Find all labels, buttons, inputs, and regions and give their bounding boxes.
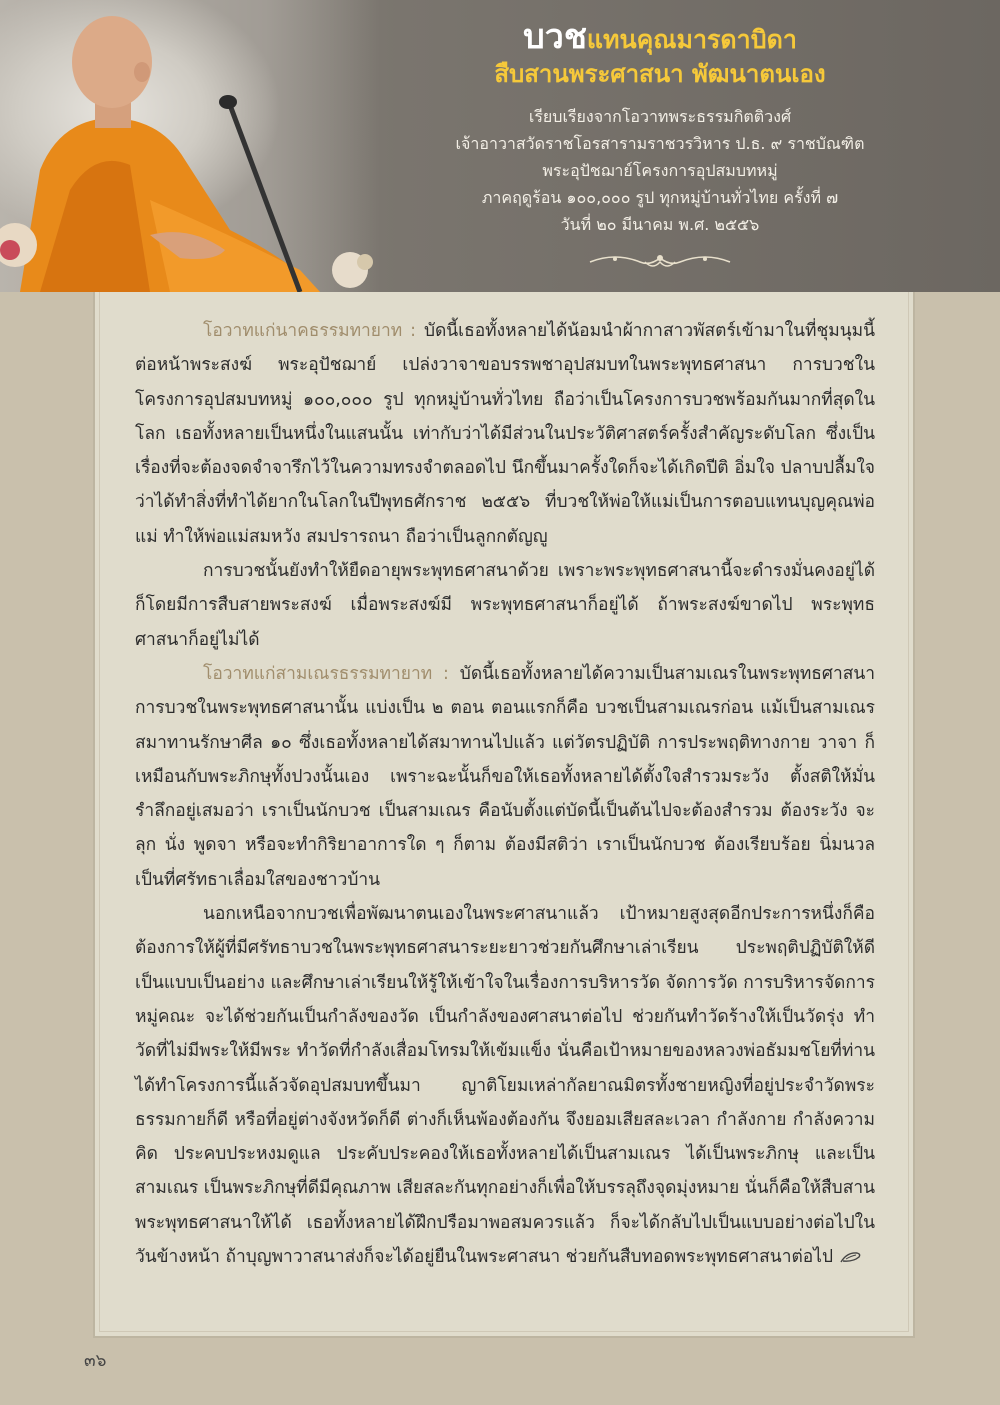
monk-illustration	[0, 0, 380, 292]
meta-line: เจ้าอาวาสวัดราชโอรสารามราชวรวิหาร ป.ธ. ๙ ราชบัณฑิต	[455, 134, 865, 153]
paragraph-4	[135, 897, 875, 1274]
meta-line: ภาคฤดูร้อน ๑๐๐,๐๐๐ รูป ทุกหมู่บ้านทั่วไทย ครั้งที่ ๗	[481, 188, 839, 207]
article-panel	[93, 292, 915, 1338]
meta-line: เรียบเรียงจากโอวาทพระธรรมกิตติวงศ์	[528, 107, 792, 126]
page-number: ๓๖	[84, 1351, 107, 1371]
paragraph-1-bold: บัดนี้เธอทั้งหลายได้น้อมนำผ้ากาสาวพัสตร์เข้ามา	[416, 321, 785, 341]
title-rest: แทนคุณมารดาบิดา	[586, 25, 797, 54]
article-title-line2: สืบสานพระศาสนา พัฒนาตนเอง	[494, 59, 826, 88]
header-photo-monk	[0, 0, 380, 292]
paragraph-1-text: ในที่ชุมนุมนี้ ต่อหน้าพระสงฆ์ พระอุปัชฌาย์ เปล่งวาจาขอบรรพชาอุปสมบทในพระพุทธศาสนา การบวชในโครงการอุปสมบทหมู่ ๑๐๐,๐๐๐ รูป ทุกหมู่บ้านทั่วไทย ถือว่าเป็นโครงการบวชพร้อมกันมากที่สุดในโลก เธอทั้งหลายเป็นหนึ่งในแสนนั้น เท่ากับว่าได้มีส่วนในประวัติศาสตร์ครั้งสำคัญระดับโลก ซึ่งเป็นเรื่องที่จะต้องจดจำจารึกไว้ในความทรงจำตลอดไป นึกขึ้นมาครั้งใดก็จะได้เกิดปีติ อิ่มใจ ปลาบปลื้มใจ ว่าได้ทำสิ่งที่ทำได้ยากในโลกในปีพุทธศักราช ๒๕๕๖ ที่บวชให้พ่อให้แม่เป็นการตอบแทนบุญคุณพ่อแม่ ทำให้พ่อแม่สมหวัง สมปรารถนา ถือว่าเป็นลูกกตัญญู	[135, 321, 875, 547]
paragraph-2: การบวชนั้นยังทำให้ยืดอายุพระพุทธศาสนาด้วย เพราะพระพุทธศาสนานี้จะดำรงมั่นคงอยู่ได้ก็โดยมีการสืบสายพระสงฆ์ เมื่อพระสงฆ์มี พระพุทธศาสนาก็อยู่ได้ ถ้าพระสงฆ์ขาดไป พระพุทธศาสนาก็อยู่ไม่ได้	[135, 561, 875, 650]
section-lead-samanera: โอวาทแก่สามเณรธรรมทายาท :	[203, 663, 449, 684]
ornament-flourish-icon	[585, 248, 735, 274]
paragraph-4-text: นอกเหนือจากบวชเพื่อพัฒนาตนเองในพระศาสนาแล้ว เป้าหมายสูงสุดอีกประการหนึ่งก็คือ ต้องการให้ผู้ที่มีศรัทธาบวชในพระพุทธศาสนาระยะยาวช่วยกันศึกษาเล่าเรียน ประพฤติปฏิบัติให้ดี เป็นแบบเป็นอย่าง และศึกษาเล่าเรียนให้รู้ให้เข้าใจในเรื่องการบริหารวัด จัดการวัด การบริหารจัดการหมู่คณะ จะได้ช่วยกันเป็นกำลังของวัด เป็นกำลังของศาสนาต่อไป ช่วยกันทำวัดร้างให้เป็นวัดรุ่ง ทำวัดที่ไม่มีพระให้มีพระ ทำวัดที่กำลังเสื่อมโทรมให้เข้มแข็ง นั่นคือเป้าหมายของหลวงพ่อธัมมชโยที่ท่านได้ทำโครงการนี้แล้วจัดอุปสมบทขึ้นมา ญาติโยมเหล่ากัลยาณมิตรทั้งชายหญิงที่อยู่ประจำวัดพระธรรมกายก็ดี หรือที่อยู่ต่างจังหวัดก็ดี ต่างก็เห็นพ้องต้องกัน จึงยอมเสียสละเวลา กำลังกาย กำลังความคิด ประคบประหงมดูแล ประคับประคองให้เธอทั้งหลายได้เป็นสามเณร ได้เป็นพระภิกษุ และเป็นสามเณร เป็นพระภิกษุที่ดีมีคุณภาพ เสียสละกันทุกอย่างก็เพื่อให้บรรลุถึงจุดมุ่งหมาย นั่นก็คือให้สืบสานพระพุทธศาสนาให้ได้ เธอทั้งหลายได้ฝึกปรือมาพอสมควรแล้ว ก็จะได้กลับไปเป็นแบบอย่างต่อไปในวันข้างหน้า ถ้าบุญพาวาสนาส่งก็จะได้อยู่ยืนในพระศาสนา ช่วยกันสืบทอดพระพุทธศาสนาต่อไป	[135, 904, 875, 1268]
title-highlight-word: บวช	[523, 17, 587, 57]
paragraph-1	[135, 314, 875, 554]
paragraph-3-text: บัดนี้เธอทั้งหลายได้ความเป็นสามเณรในพระพุทธศาสนา การบวชในพระพุทธศาสนานั้น แบ่งเป็น ๒ ตอน ตอนแรกก็คือ บวชเป็นสามเณรก่อน แม้เป็นสามเณรสมาทานรักษาศีล ๑๐ ซึ่งเธอทั้งหลายได้สมาทานไปแล้ว แต่วัตรปฏิบัติ การประพฤติทางกาย วาจา ก็เหมือนกับพระภิกษุทั้งปวงนั้นเอง เพราะฉะนั้นก็ขอให้เธอทั้งหลายได้ตั้งใจสำรวมระวัง ตั้งสติให้มั่น รำลึกอยู่เสมอว่า เราเป็นนักบวช เป็นสามเณร คือนับตั้งแต่บัดนี้เป็นต้นไปจะต้องสำรวม ต้องระวัง จะลุก นั่ง พูดจา หรือจะทำกิริยาอาการใด ๆ ก็ตาม ต้องมีสติว่า เราเป็นนักบวช ต้องเรียบร้อย นิ่มนวล เป็นที่ศรัทธาเลื่อมใสของชาวบ้าน	[135, 663, 875, 890]
paragraph-3	[135, 657, 875, 897]
end-mark-icon	[839, 1250, 863, 1264]
article-body	[135, 314, 875, 1274]
header-banner	[0, 0, 1000, 292]
section-lead-novices: โอวาทแก่นาคธรรมทายาท :	[203, 321, 417, 341]
article-title-line1	[400, 17, 920, 57]
meta-line: พระอุปัชฌาย์โครงการอุปสมบทหมู่	[542, 161, 778, 180]
article-meta	[400, 103, 920, 238]
header-text-block	[400, 17, 920, 274]
meta-line: วันที่ ๒๐ มีนาคม พ.ศ. ๒๕๕๖	[560, 215, 760, 234]
